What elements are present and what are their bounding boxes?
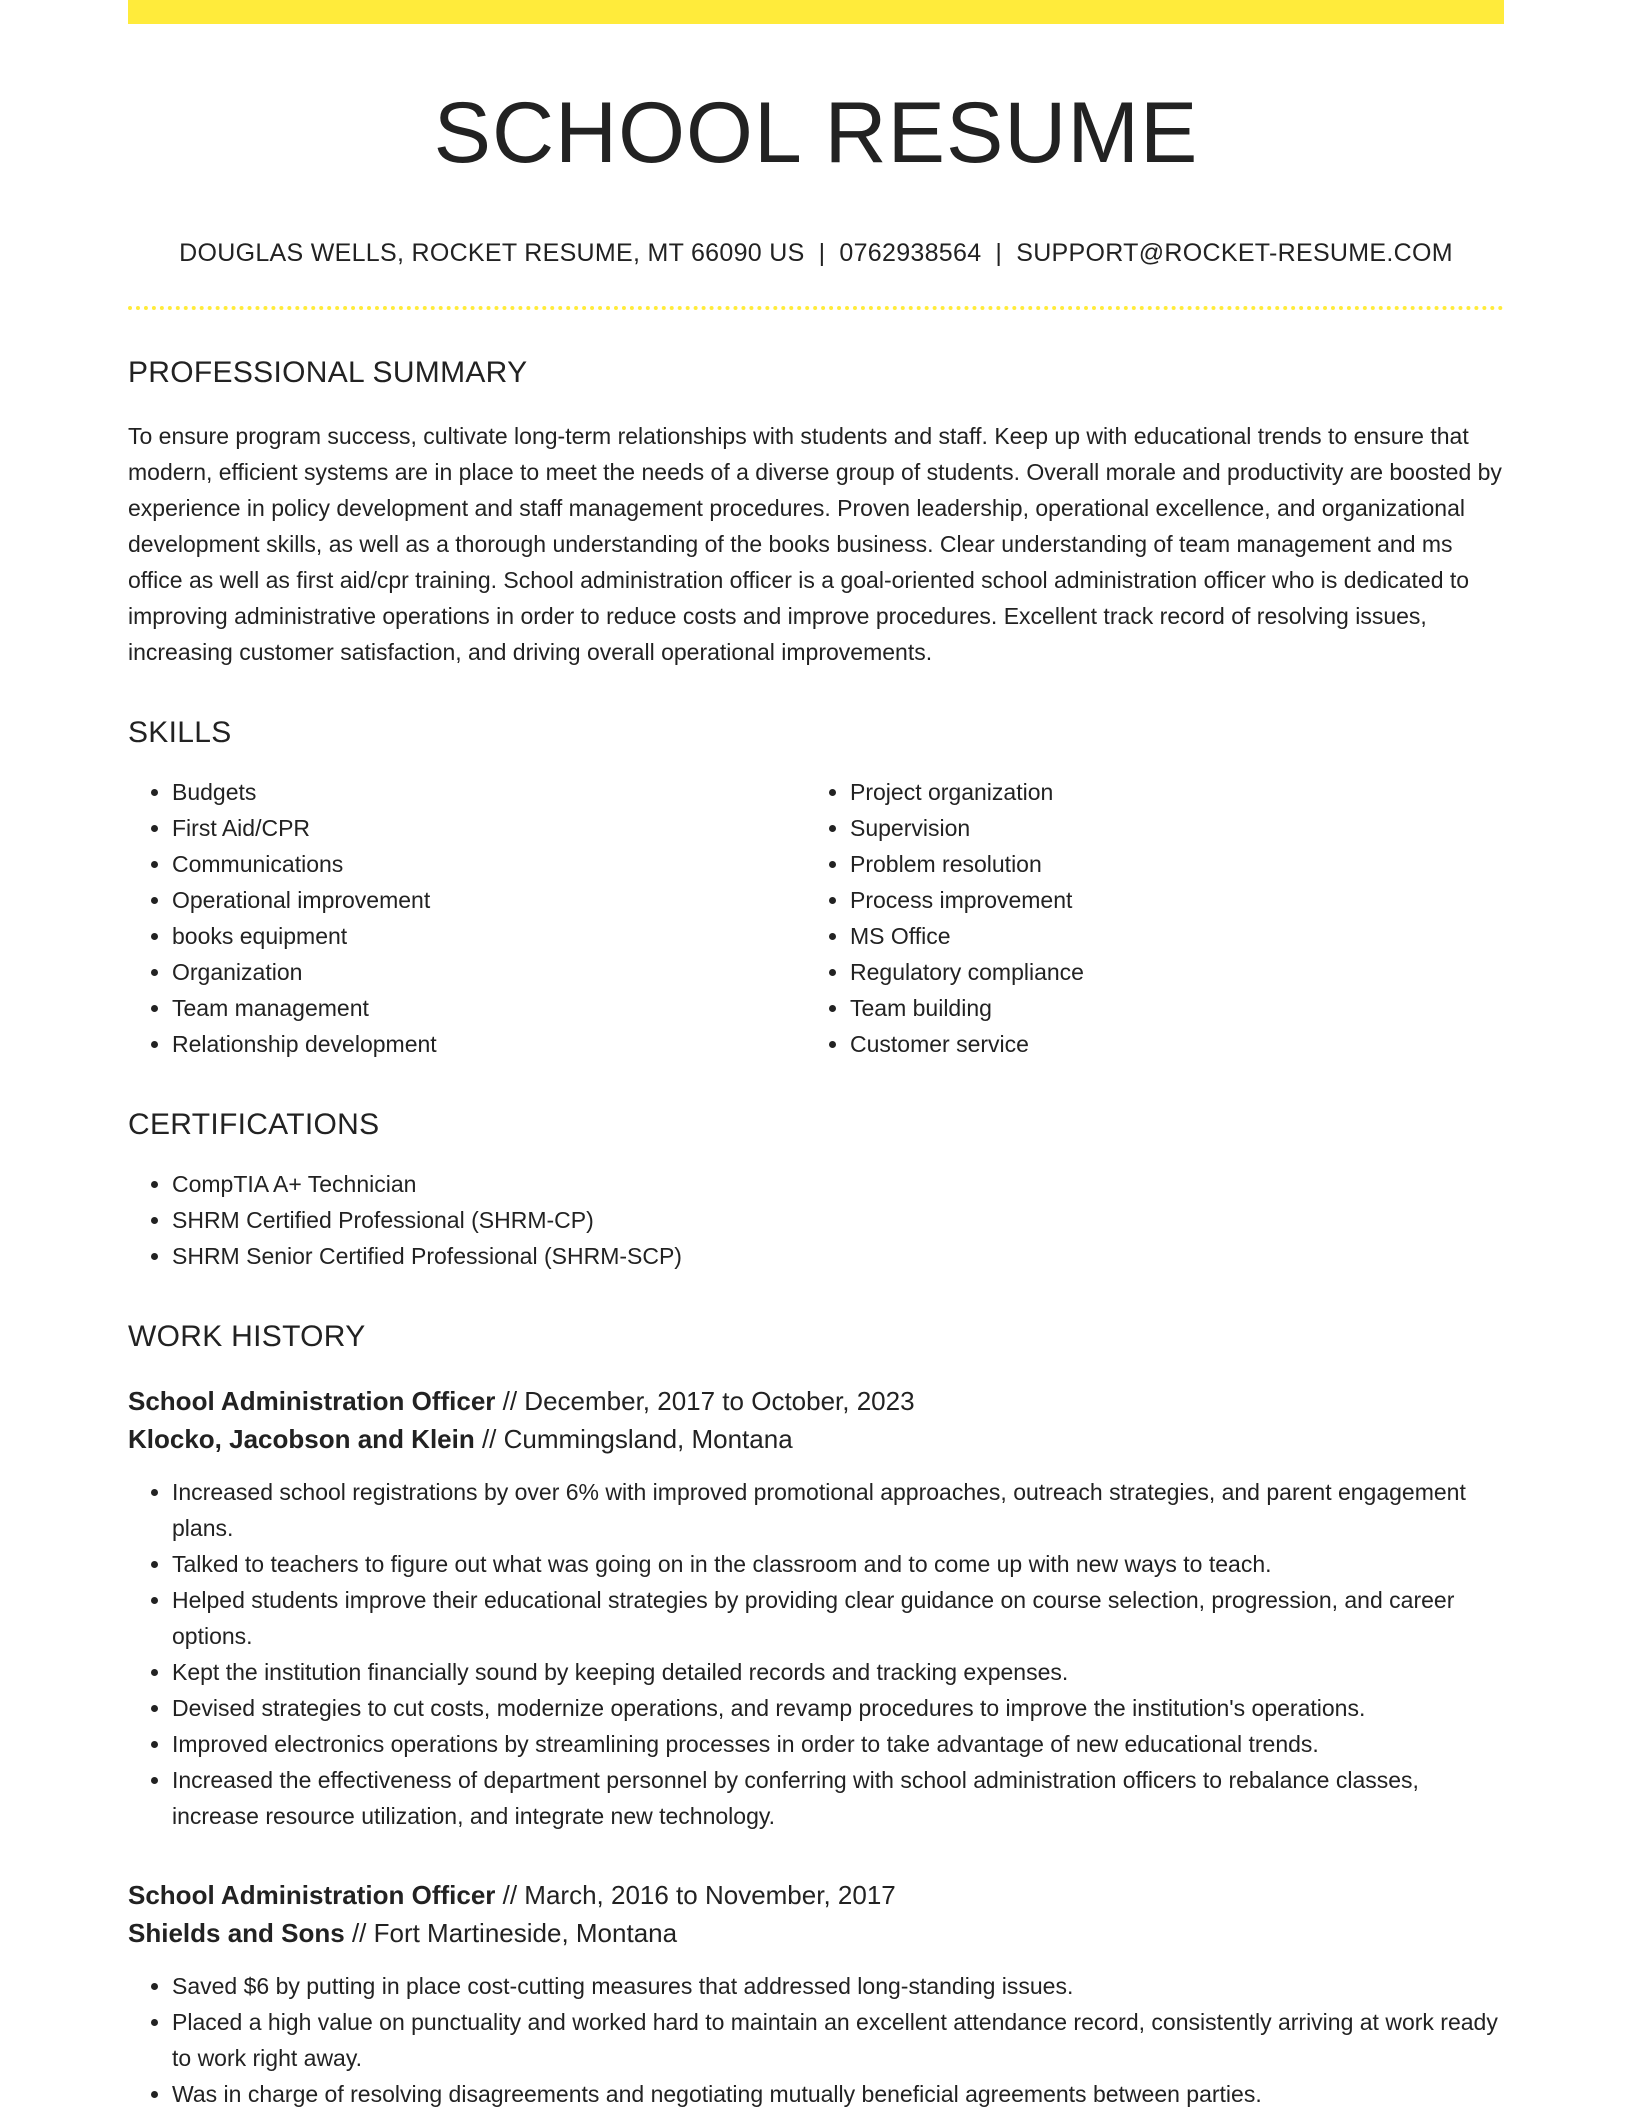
certification-item: • SHRM Senior Certified Professional (SHRM-SCP) [172, 1238, 1504, 1274]
resume-page [128, 0, 1504, 2112]
skills-grid [128, 750, 1504, 1062]
skill-item: • Operational improvement [172, 882, 806, 918]
job-dates: // March, 2016 to November, 2017 [495, 1879, 896, 1910]
skill-item: • Organization [172, 954, 806, 990]
job-title: School Administration Officer [128, 1879, 496, 1910]
skill-item: • Team building [850, 990, 1484, 1026]
job-title: School Administration Officer [128, 1385, 496, 1416]
job-entry [128, 1382, 1504, 1834]
job-bullet: • Placed a high value on punctuality and worked hard to maintain an excellent attendance record, consistently arriving at work ready to work right away. [172, 2004, 1504, 2076]
section-heading-certifications: CERTIFICATIONS [128, 1107, 380, 1141]
job-entry [128, 1876, 1504, 2112]
job-title-line [128, 1876, 1504, 1914]
skill-item: • MS Office [850, 918, 1484, 954]
job-bullet: • Kept the institution financially sound by keeping detailed records and tracking expenses. [172, 1654, 1504, 1690]
section-heading-skills: SKILLS [128, 715, 232, 749]
skill-item: • Supervision [850, 810, 1484, 846]
job-company-line [128, 1914, 1504, 1952]
job-bullet: • Increased the effectiveness of department personnel by conferring with school administration officers to rebalance classes, increase resource utilization, and integrate new technology. [172, 1762, 1504, 1834]
skill-item: • books equipment [172, 918, 806, 954]
job-bullet: • Helped students improve their educational strategies by providing clear guidance on course selection, progression, and career options. [172, 1582, 1504, 1654]
certification-item: • CompTIA A+ Technician [172, 1166, 1504, 1202]
page-title: SCHOOL RESUME [433, 85, 1199, 181]
contact-phone: 0762938564 [839, 238, 982, 267]
skill-item: • Project organization [850, 774, 1484, 810]
job-bullet: • Saved $6 by putting in place cost-cutting measures that addressed long-standing issues. [172, 1968, 1504, 2004]
skill-item: • First Aid/CPR [172, 810, 806, 846]
job-bullet: • Talked to teachers to figure out what was going on in the classroom and to come up with new ways to teach. [172, 1546, 1504, 1582]
contact-address: DOUGLAS WELLS, ROCKET RESUME, MT 66090 US [179, 238, 805, 267]
skill-item: • Team management [172, 990, 806, 1026]
job-bullets [128, 1474, 1504, 1834]
skill-item: • Problem resolution [850, 846, 1484, 882]
skill-item: • Customer service [850, 1026, 1484, 1062]
job-bullet: • Increased school registrations by over 6% with improved promotional approaches, outreach strategies, and parent engagement plans. [172, 1474, 1504, 1546]
skill-item: • Budgets [172, 774, 806, 810]
job-dates: // December, 2017 to October, 2023 [495, 1385, 915, 1416]
dotted-divider [128, 306, 1504, 310]
job-location: // Cummingsland, Montana [474, 1423, 793, 1454]
section-heading-work-history: WORK HISTORY [128, 1319, 366, 1353]
job-company-line [128, 1420, 1504, 1458]
job-bullets [128, 1968, 1504, 2112]
contact-separator: | [995, 238, 1003, 267]
summary-text: To ensure program success, cultivate long-term relationships with students and staff. Keep up with educational trends to ensure that modern, efficient systems are in place to meet the needs of a diverse group of students. Overall morale and productivity are boosted by experience in policy development and staff management procedures. Proven leadership, operational excellence, and organizational development skills, as well as a thorough understanding of the books business. Clear understanding of team management and ms office as well as first aid/cpr training. School administration officer is a goal-oriented school administration officer who is dedicated to improving administrative operations in order to reduce costs and improve procedures. Excellent track record of resolving issues, increasing customer satisfaction, and driving overall operational improvements. [128, 422, 1502, 665]
skill-item: • Process improvement [850, 882, 1484, 918]
skill-item: • Regulatory compliance [850, 954, 1484, 990]
job-location: // Fort Martineside, Montana [344, 1917, 678, 1948]
job-bullet: • Improved electronics operations by streamlining processes in order to take advantage of new educational trends. [172, 1726, 1504, 1762]
skills-list-left [128, 774, 806, 1062]
skills-list-right [806, 774, 1484, 1062]
job-company: Shields and Sons [128, 1917, 345, 1948]
contact-separator: | [818, 238, 826, 267]
accent-top-bar [128, 0, 1504, 24]
certifications-list [128, 1166, 1504, 1274]
contact-line [128, 239, 1504, 268]
skill-item: • Communications [172, 846, 806, 882]
contact-email: SUPPORT@ROCKET-RESUME.COM [1016, 238, 1453, 267]
section-heading-summary: PROFESSIONAL SUMMARY [128, 355, 528, 389]
job-bullet: • Was in charge of resolving disagreements and negotiating mutually beneficial agreements between parties. [172, 2076, 1504, 2112]
job-bullet: • Devised strategies to cut costs, modernize operations, and revamp procedures to improve the institution's operations. [172, 1690, 1504, 1726]
skill-item: • Relationship development [172, 1026, 806, 1062]
job-company: Klocko, Jacobson and Klein [128, 1423, 475, 1454]
job-title-line [128, 1382, 1504, 1420]
certification-item: • SHRM Certified Professional (SHRM-CP) [172, 1202, 1504, 1238]
